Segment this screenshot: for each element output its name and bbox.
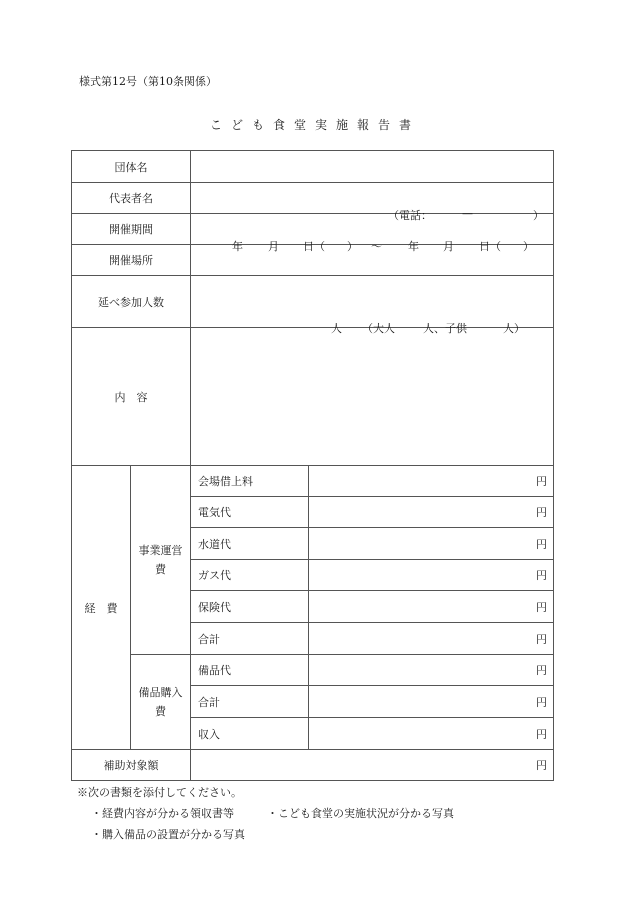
participants-field[interactable] [191, 276, 554, 335]
expenses-label: 経 費 [72, 466, 131, 750]
notes-intro: ※次の書類を添付してください。 [77, 786, 242, 799]
content-row [72, 328, 554, 466]
page-title: こども食堂実施報告書 [209, 118, 420, 132]
start-day: 日（ [303, 240, 325, 253]
expense-row [72, 655, 554, 686]
subsidy-amount-field[interactable]: 円 [191, 750, 554, 781]
phone-label: （電話： [388, 209, 432, 222]
representative-label: 代表者名 [72, 183, 191, 214]
expense-row [72, 466, 554, 497]
representative-row [72, 183, 554, 214]
content-label: 内 容 [72, 328, 191, 466]
report-form-table [71, 150, 554, 781]
expense-amount-field[interactable]: 円 [309, 497, 554, 528]
period-label: 開催期間 [72, 214, 191, 245]
org-name-label: 団体名 [72, 151, 191, 183]
expense-amount-field[interactable]: 円 [309, 686, 554, 718]
expense-item-name: 備品代 [191, 655, 309, 686]
period-field[interactable] [191, 214, 554, 253]
expense-amount-field[interactable]: 円 [309, 560, 554, 591]
content-field[interactable] [191, 328, 554, 466]
expense-item-name: ガス代 [191, 560, 309, 591]
org-name-field[interactable] [191, 151, 554, 183]
phone-close: ） [533, 209, 544, 222]
end-year: 年 [408, 240, 419, 253]
note-photos: ・こども食堂の実施状況が分かる写真 [267, 807, 454, 820]
expense-amount-field[interactable]: 円 [309, 718, 554, 750]
end-paren-close: ） [523, 240, 534, 253]
end-month: 月 [443, 240, 454, 253]
children-label: 人、子供 [423, 321, 467, 335]
form-number: 様式第12号（第10条関係） [79, 75, 217, 88]
subsidy-label: 補助対象額 [72, 750, 191, 781]
adults-label: （大人 [362, 321, 395, 335]
venue-label: 開催場所 [72, 245, 191, 276]
expense-item-name: 会場借上料 [191, 466, 309, 497]
expense-amount-field[interactable]: 円 [309, 591, 554, 623]
org-name-row [72, 151, 554, 183]
participants-label: 延べ参加人数 [72, 276, 191, 328]
expense-item-name: 保険代 [191, 591, 309, 623]
start-year: 年 [232, 240, 243, 253]
subsidy-row [72, 750, 554, 781]
persons-unit: 人 [331, 321, 342, 335]
phone-dash: — [462, 207, 473, 220]
start-month: 月 [268, 240, 279, 253]
expense-amount-field[interactable]: 円 [309, 528, 554, 560]
attachment-notes [77, 782, 454, 841]
representative-field[interactable] [191, 183, 554, 222]
note-receipts: ・経費内容が分かる領収書等 [91, 807, 234, 820]
expense-amount-field[interactable]: 円 [309, 655, 554, 686]
expense-item-name: 電気代 [191, 497, 309, 528]
period-tilde: ～ [371, 240, 382, 253]
expense-item-name: 水道代 [191, 528, 309, 560]
children-close: 人） [503, 321, 525, 335]
participants-row [72, 276, 554, 328]
period-row [72, 214, 554, 245]
note-equipment-photos: ・購入備品の設置が分かる写真 [91, 828, 245, 841]
end-day: 日（ [479, 240, 501, 253]
expense-item-name: 収入 [191, 718, 309, 750]
expense-amount-field[interactable]: 円 [309, 466, 554, 497]
start-paren-close: ） [347, 240, 358, 253]
operating-cost-label: 事業運営 費 [131, 466, 191, 655]
expense-item-name: 合計 [191, 686, 309, 718]
expense-item-name: 合計 [191, 623, 309, 655]
equipment-cost-label: 備品購入 費 [131, 655, 191, 750]
expense-amount-field[interactable]: 円 [309, 623, 554, 655]
